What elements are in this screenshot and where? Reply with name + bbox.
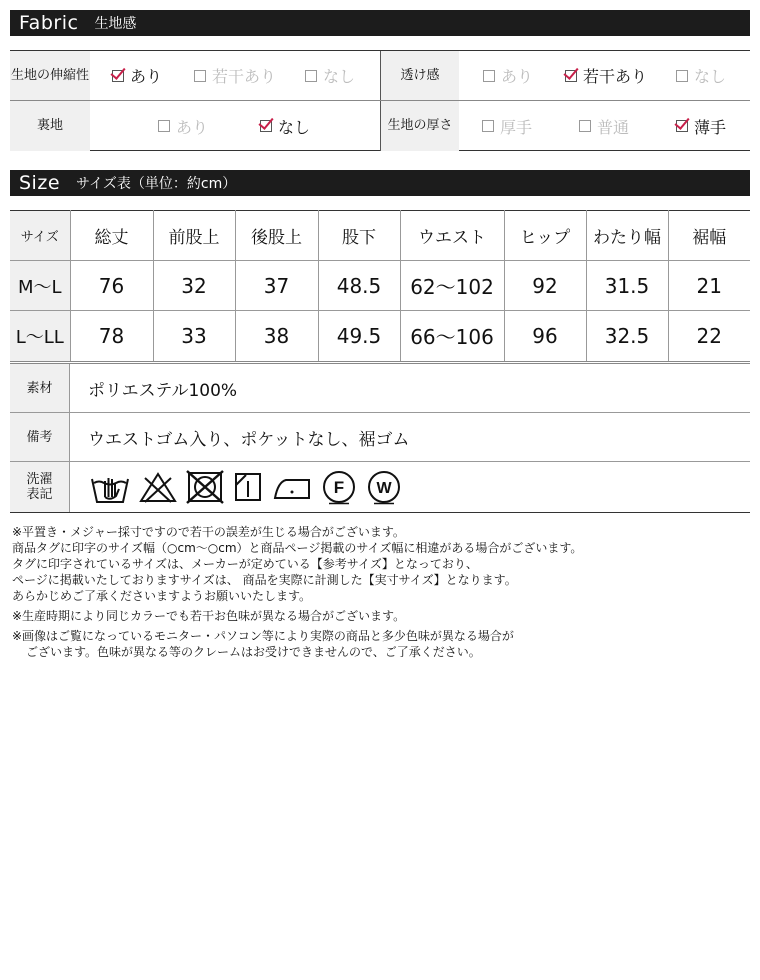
checkbox-icon xyxy=(579,120,591,132)
size-label: L～LL xyxy=(10,311,70,361)
fabric-section-header xyxy=(10,10,750,36)
checked-checkbox-icon xyxy=(112,70,124,82)
lining-label: 裏地 xyxy=(10,101,90,151)
column-header: 裾幅 xyxy=(692,228,727,248)
checkbox-icon xyxy=(676,70,688,82)
material-table xyxy=(10,361,750,513)
table-cell: 49.5 xyxy=(318,311,400,361)
size-subtitle: サイズ表（単位：約cm） xyxy=(76,176,237,192)
column-header: ヒップ xyxy=(504,211,586,261)
material-value: ポリエステル100% xyxy=(88,380,238,401)
table-cell: 96 xyxy=(504,311,586,361)
checkbox-icon xyxy=(158,120,170,132)
size-table xyxy=(10,210,750,361)
note-line: ページに掲載いたしておりますサイズは、 商品を実際に計測した【実寸サイズ】となります。 xyxy=(12,573,517,587)
lining-option-yes: あり xyxy=(158,101,208,151)
table-cell: 92 xyxy=(504,261,586,311)
checked-checkbox-icon xyxy=(676,120,688,132)
note-line: 商品タグに印字のサイズ幅（○cm～○cm）と商品ページ掲載のサイズ幅に相違がある場合がございます。 xyxy=(12,541,583,555)
size-section-header xyxy=(10,170,750,196)
column-header: 前股上 xyxy=(153,211,235,261)
size-corner-label: サイズ xyxy=(10,211,70,261)
note-line: あらかじめご了承くださいますようお願いいたします。 xyxy=(12,589,312,603)
svg-text:F: F xyxy=(333,478,345,497)
table-cell: 32.5 xyxy=(586,311,668,361)
stretch-option-yes: あり xyxy=(112,51,162,100)
note-line: ※画像はご覧になっているモニター・パソコン等により実際の商品と多少色味が異なる場合が xyxy=(12,629,514,643)
table-row xyxy=(10,311,750,361)
note-line: ございます。色味が異なる等のクレームはお受けできませんので、ご了承ください。 xyxy=(26,645,481,659)
column-header: ウエスト xyxy=(400,211,504,261)
size-label: M～L xyxy=(10,261,70,311)
transparency-label: 透け感 xyxy=(381,51,459,100)
note-line: ※平置き・メジャー採寸ですので若干の誤差が生じる場合がございます。 xyxy=(12,525,405,539)
lining-option-none: なし xyxy=(260,101,310,151)
checkbox-icon xyxy=(194,70,206,82)
thickness-option-thin: 薄手 xyxy=(676,101,726,151)
hand-wash-icon xyxy=(90,469,130,505)
column-header: 股下 xyxy=(318,211,400,261)
thickness-option-normal: 普通 xyxy=(579,101,629,151)
no-bleach-icon xyxy=(139,470,177,504)
iron-low-icon xyxy=(272,472,312,502)
material-row xyxy=(10,364,750,413)
checkbox-icon xyxy=(483,70,495,82)
column-header: 後股上 xyxy=(235,211,318,261)
checkbox-icon xyxy=(482,120,494,132)
checked-checkbox-icon xyxy=(565,70,577,82)
transparency-option-slight: 若干あり xyxy=(565,51,647,100)
column-header: 総丈 xyxy=(70,211,153,261)
no-tumble-dry-icon xyxy=(186,470,224,504)
size-title: Size xyxy=(19,172,61,194)
svg-text:W: W xyxy=(376,480,392,497)
table-cell: 62～102 xyxy=(400,261,504,311)
table-cell: 32 xyxy=(153,261,235,311)
wet-clean-w-icon xyxy=(366,469,402,505)
column-header: わたり幅 xyxy=(586,211,668,261)
remarks-label: 備考 xyxy=(10,413,70,461)
remarks-row xyxy=(10,413,750,462)
note-line: タグに印字されているサイズは、メーカーが定めている【参考サイズ】となっており、 xyxy=(12,557,478,571)
table-cell: 76 xyxy=(70,261,153,311)
checked-checkbox-icon xyxy=(260,120,272,132)
table-cell: 78 xyxy=(70,311,153,361)
washing-row xyxy=(10,462,750,512)
notes xyxy=(12,524,748,660)
fabric-title: Fabric xyxy=(19,12,79,34)
table-row xyxy=(10,261,750,311)
washing-icons xyxy=(70,462,402,512)
fabric-subtitle: 生地感 xyxy=(94,16,137,32)
thickness-label: 生地の厚さ xyxy=(381,101,459,151)
transparency-option-none: なし xyxy=(676,51,726,100)
checkbox-icon xyxy=(305,70,317,82)
stretch-label: 生地の伸縮性 xyxy=(10,51,90,100)
size-header-row xyxy=(10,211,750,261)
line-dry-shade-icon xyxy=(233,471,263,503)
thickness-option-thick: 厚手 xyxy=(482,101,532,151)
fabric-row xyxy=(10,51,750,101)
table-cell: 21 xyxy=(696,273,722,298)
table-cell: 38 xyxy=(235,311,318,361)
dry-clean-f-icon xyxy=(321,469,357,505)
material-label: 素材 xyxy=(10,364,70,412)
fabric-row xyxy=(10,101,750,151)
remarks-value: ウエストゴム入り、ポケットなし、裾ゴム xyxy=(88,429,410,450)
stretch-option-slight: 若干あり xyxy=(194,51,276,100)
table-cell: 66～106 xyxy=(400,311,504,361)
stretch-option-none: なし xyxy=(305,51,355,100)
transparency-option-yes: あり xyxy=(483,51,533,100)
fabric-table xyxy=(10,50,750,151)
table-cell: 37 xyxy=(235,261,318,311)
table-cell: 33 xyxy=(153,311,235,361)
table-cell: 48.5 xyxy=(318,261,400,311)
note-line: ※生産時期により同じカラーでも若干お色味が異なる場合がございます。 xyxy=(12,609,406,623)
table-cell: 31.5 xyxy=(586,261,668,311)
table-cell: 22 xyxy=(696,323,722,348)
washing-label: 洗濯表記 xyxy=(10,462,70,512)
